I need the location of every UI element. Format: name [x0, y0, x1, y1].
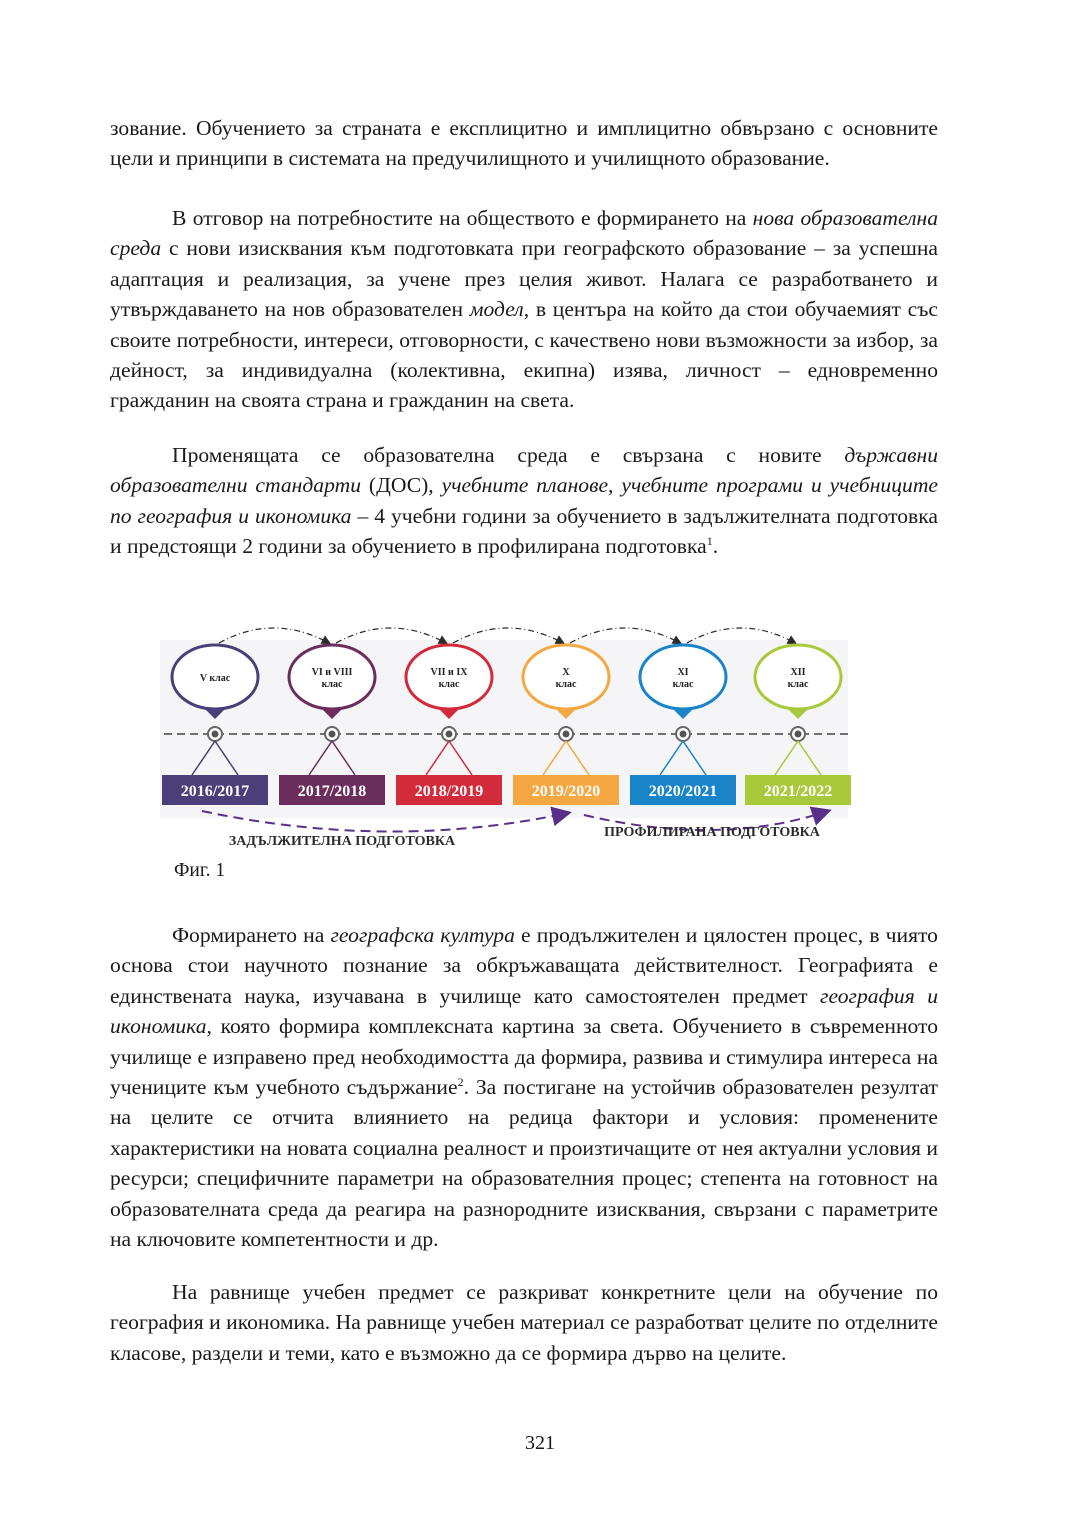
class-label-line2: клас [321, 679, 343, 690]
timeline-node-dot [212, 731, 219, 738]
timeline-figure [160, 615, 872, 855]
paragraph-1: зование. Обучението за страната е експлицитно и имплицитно обвързано с основните цели и принципи в системата на предучилищното и училищното образование. [110, 116, 938, 171]
timeline-node-dot [563, 731, 570, 738]
timeline-node-dot [795, 731, 802, 738]
class-label-line2: клас [438, 679, 460, 690]
footnote-marker[interactable]: 2 [457, 1074, 464, 1089]
italic-term: нова образователна среда [110, 206, 939, 261]
text-run: Формирането на [172, 923, 331, 947]
year-label: 2019/2020 [531, 783, 601, 800]
italic-term: географска култура [330, 923, 515, 947]
year-label: 2017/2018 [297, 783, 367, 800]
label-mandatory: ЗАДЪЛЖИТЕЛНА ПОДГОТОВКА [228, 834, 456, 849]
footnote-marker[interactable]: 1 [706, 534, 713, 549]
paragraph-5: На равнище учебен предмет се разкриват конкретните цели на обучение по география и икономика. На равнище учебен материал се разработват целите по отделните класове, раздели и теми, като е възможно да се формира дърво на целите. [110, 1280, 938, 1365]
label-profiled: ПРОФИЛИРАНА ПОДГОТОВКА [604, 825, 820, 840]
text-run: с нови изисквания към подготовката при географското образование – за успешна адаптация и реализация, за учене през целия живот. Налага се разработването и утвърждаването на нов образователен [110, 236, 938, 322]
paragraph-2 [110, 203, 938, 416]
text-run: (ДОС), [361, 473, 442, 498]
italic-term: държавни образователни стандарти [110, 443, 938, 498]
text-run: – 4 учебни години за обучението в задължителната подготовка и предстоящи 2 години за обучението в профилирана подготовка [110, 503, 938, 559]
text-run: . За постигане на устойчив образователен резултат на целите се отчита влиянието на редица фактори и условия: променените характеристики на новата социална реалност и произтичащите от нея актуални условия и ресурси; специфичните параметри на образователния процес; степента на готовност на образователната среда да реагира на разнородните изисквания, свързани с параметрите на ключовите компетентности и др. [110, 1075, 938, 1252]
class-label: XI [677, 667, 689, 678]
text-run: . [712, 534, 719, 559]
timeline-node-dot [329, 731, 336, 738]
italic-term: модел [469, 297, 524, 322]
paragraph-4 [110, 920, 938, 1254]
text-run: Променящата се образователна среда е свързана с новите [172, 443, 845, 467]
figure-caption: Фиг. 1 [174, 860, 226, 881]
timeline-node-dot [680, 731, 687, 738]
class-label: XII [790, 667, 806, 678]
year-label: 2020/2021 [648, 783, 718, 800]
class-label: V клас [199, 673, 231, 684]
text-run: , в центъра на който да стои обучаемият със своите потребности, интереси, отговорности, с качествено нови възможности за избор, за дейност, за индивидуална (колективна, екипна) изява, личност – едновременно гражданин на своята страна и гражданин на света. [110, 297, 939, 413]
year-label: 2018/2019 [414, 783, 484, 800]
year-label: 2016/2017 [180, 783, 250, 800]
class-label-line2: клас [672, 679, 694, 690]
page-number: 321 [525, 1432, 555, 1454]
class-label-line2: клас [555, 679, 577, 690]
class-label: X [562, 667, 570, 678]
year-label: 2021/2022 [763, 783, 833, 800]
class-label: VII и IX [430, 667, 468, 678]
class-label: VI и VIII [311, 667, 353, 678]
timeline-node-dot [446, 731, 453, 738]
text-run: В отговор на потребностите на обществото е формирането на [172, 206, 753, 230]
class-label-line2: клас [787, 679, 809, 690]
italic-term: география и икономика [110, 983, 939, 1039]
text-run: е продължителен и цялостен процес, в чиято основа стои научното познание за обкръжаващата действителност. Географията е единствената наука, изучавана в училище като самостоятелен предмет [110, 923, 938, 1008]
paragraph-3 [110, 440, 938, 562]
text-run: , която формира комплексната картина за света. Обучението в съвременното училище е изправено пред необходимостта да формира, развива и стимулира интереса на учениците към учебното съдържание [110, 1014, 938, 1100]
italic-term: учебните планове, учебните програми и учебниците по география и икономика [110, 473, 938, 528]
